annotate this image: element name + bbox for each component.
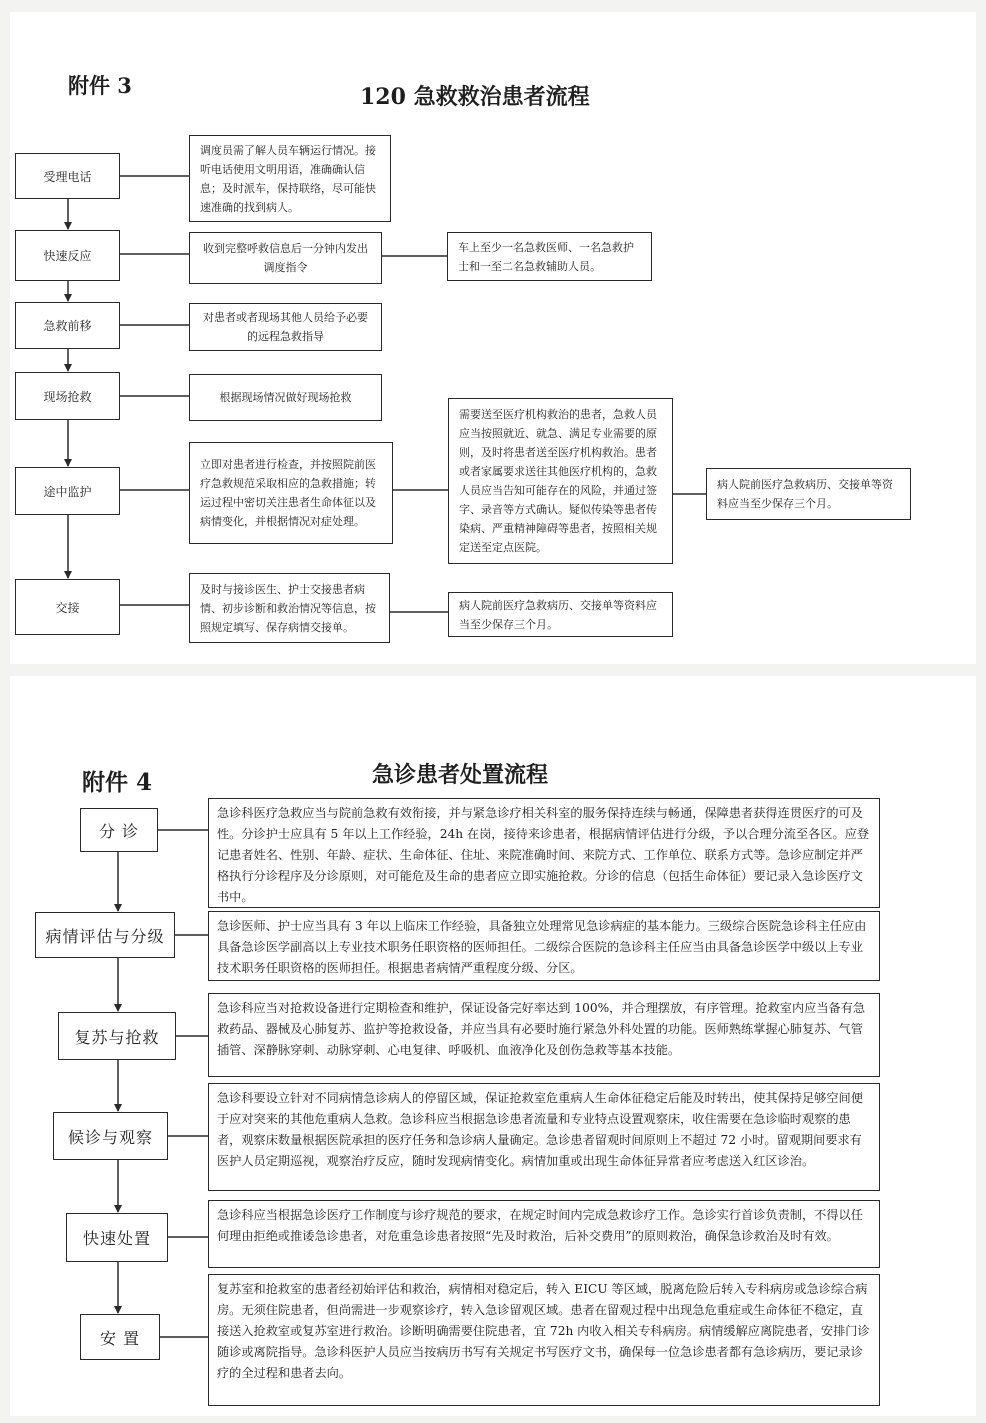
annex3-title: 120 急救救治患者流程 (360, 84, 590, 110)
step-triage: 分 诊 (80, 808, 158, 852)
step-assessment-grading: 病情评估与分级 (35, 912, 175, 958)
note-records-retention-bottom: 病人院前医疗急救病历、交接单等资料应当至少保存三个月。 (448, 592, 673, 637)
note-quick-response: 收到完整呼救信息后一分钟内发出调度指令 (189, 232, 382, 284)
annex3-label: 附件 3 (68, 73, 132, 98)
step-placement: 安 置 (80, 1314, 160, 1360)
note-handover: 及时与接诊医生、护士交接患者病情、初步诊断和救治情况等信息，按照规定填写、保存病情交接单。 (189, 573, 390, 643)
step-onsite-rescue: 现场抢救 (15, 372, 120, 420)
step-resuscitation: 复苏与抢救 (58, 1012, 176, 1060)
step-answer-call: 受理电话 (15, 153, 120, 199)
note-onsite-rescue: 根据现场情况做好现场抢救 (189, 374, 382, 421)
note-records-retention-right: 病人院前医疗急救病历、交接单等资料应当至少保存三个月。 (706, 468, 911, 520)
note-waiting-observation: 急诊科要设立针对不同病情急诊病人的停留区域，保证抢救室危重病人生命体征稳定后能及时转出，使其保持足够空间便于应对突来的其他危重病人急救。急诊科应当根据急诊患者流量和专业特点设置观察床，收住需要在急诊临时观察的患者，观察床数量根据医院承担的医疗任务和急诊病人量确定。急诊患者留观时间原则上不超过 72 小时。留观期间要求有医护人员定期巡视，观察治疗反应，随时发现病情变化。病情加重或出现生命体征异常者应考虑送入红区诊治。 (208, 1083, 880, 1191)
step-quick-disposal: 快速处置 (66, 1213, 168, 1262)
note-answer-call: 调度员需了解人员车辆运行情况。接听电话使用文明用语，准确确认信息；及时派车，保持联络，尽可能快速准确的找到病人。 (189, 135, 391, 222)
annex4-label: 附件 4 (82, 769, 153, 796)
step-quick-response: 快速反应 (15, 230, 120, 281)
step-forward-aid: 急救前移 (15, 302, 120, 349)
step-waiting-observation: 候诊与观察 (53, 1112, 168, 1160)
note-triage: 急诊科医疗急救应当与院前急救有效衔接，并与紧急诊疗相关科室的服务保持连续与畅通，保障患者获得连贯医疗的可及性。分诊护士应具有 5 年以上工作经验，24h 在岗，接待来诊患者，根据病情评估进行分级，予以合理分流至各区。应登记患者姓名、性别、年龄、症状、生命体征、住址、来院准确时间、来院方式、工作单位、联系方式等。急诊应制定并严格执行分诊程序及分诊原则，对可能危及生命的患者应立即实施抢救。分诊的信息（包括生命体征）要记录入急诊医疗文书中。 (208, 798, 880, 908)
note-transit-monitor: 立即对患者进行检查，并按照院前医疗急救规范采取相应的急救措施；转运过程中密切关注患者生命体征以及病情变化，并根据情况对症处理。 (189, 442, 393, 544)
step-transit-monitor: 途中监护 (15, 467, 120, 515)
step-handover: 交接 (15, 579, 120, 635)
note-placement: 复苏室和抢救室的患者经初始评估和救治，病情相对稳定后，转入 EICU 等区域，脱离危险后转入专科病房或急诊综合病房。无须住院患者，但尚需进一步观察诊疗，转入急诊留观区域。患者在留观过程中出现急危重症或生命体征不稳定，直接送入抢救室或复苏室进行救治。诊断明确需要住院患者，宜 72h 内收入相关专科病房。病情缓解应离院患者，安排门诊随诊或离院指导。急诊科医护人员应当按病历书写有关规定书写医疗文书，确保每一位急诊患者都有急诊病历，要记录诊疗的全过程和患者去向。 (208, 1274, 880, 1406)
annex4-title: 急诊患者处置流程 (372, 762, 549, 788)
note-resuscitation: 急诊科应当对抢救设备进行定期检查和维护，保证设备完好率达到 100%，并合理摆放，有序管理。抢救室内应当备有急救药品、器械及心肺复苏、监护等抢救设备，并应当具有必要时施行紧急外科处置的功能。医师熟练掌握心肺复苏、气管插管、深静脉穿刺、动脉穿刺、心电复律、呼吸机、血液净化及创伤急救等基本技能。 (208, 993, 880, 1077)
note-quick-disposal: 急诊科应当根据急诊医疗工作制度与诊疗规范的要求，在规定时间内完成急救诊疗工作。急诊实行首诊负责制，不得以任何理由拒绝或推诿急诊患者，对危重急诊患者按照“先及时救治，后补交费用”的原则救治，确保急诊救治及时有效。 (208, 1200, 880, 1268)
note-forward-aid: 对患者或者现场其他人员给予必要的远程急救指导 (189, 303, 382, 351)
note-crew-composition: 车上至少一名急救医师、一名急救护士和一至二名急救辅助人员。 (447, 232, 652, 281)
note-assessment-grading: 急诊医师、护士应当具有 3 年以上临床工作经验，具备独立处理常见急诊病症的基本能力。三级综合医院急诊科主任应由具备急诊医学副高以上专业技术职务任职资格的医师担任。二级综合医院的急诊科主任应当由具备急诊医学中级以上专业技术职务任职资格的医师担任。根据患者病情严重程度分级、分区。 (208, 911, 880, 981)
note-patient-transfer: 需要送至医疗机构救治的患者，急救人员应当按照就近、就急、满足专业需要的原则，及时将患者送至医疗机构救治。患者或者家属要求送往其他医疗机构的，急救人员应当告知可能存在的风险，并通过签字、录音等方式确认。疑似传染等患者传染病、严重精神障碍等患者，按照相关规定送至定点医院。 (448, 398, 673, 564)
